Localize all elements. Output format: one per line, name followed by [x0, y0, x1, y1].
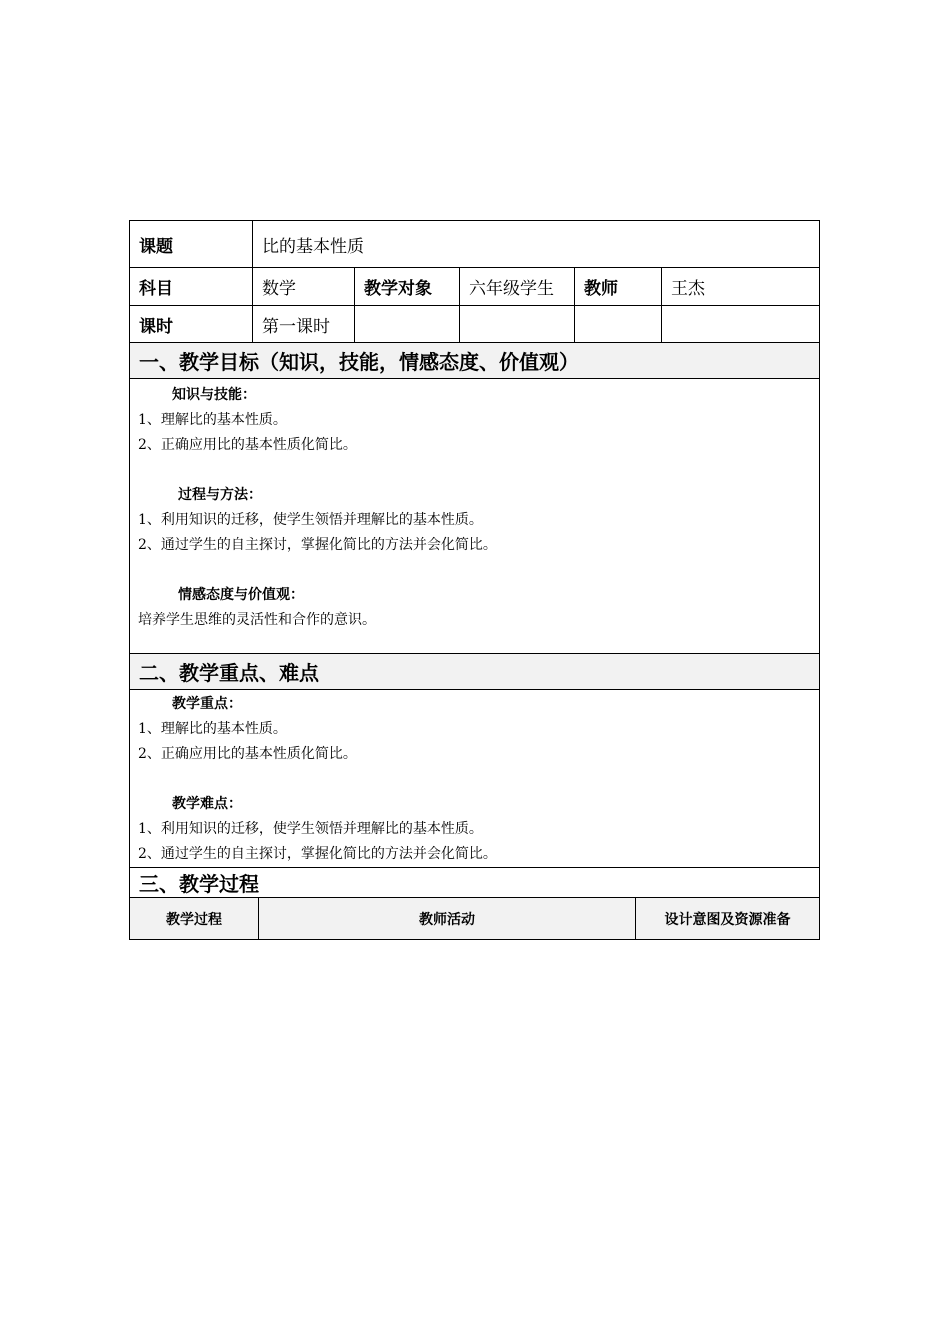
period-value: 第一课时 [253, 306, 355, 343]
empty-cell [355, 306, 460, 343]
process-item: 1、利用知识的迁移，使学生领悟并理解比的基本性质。 [138, 512, 483, 528]
difficult-point-item: 1、利用知识的迁移，使学生领悟并理解比的基本性质。 [138, 821, 483, 837]
emotion-title: 情感态度与价值观： [178, 587, 304, 603]
subject-value: 数学 [253, 268, 355, 306]
teacher-value: 王杰 [662, 268, 820, 306]
process-title: 过程与方法： [178, 487, 262, 503]
subject-row [130, 268, 820, 306]
empty-cell [575, 306, 662, 343]
lesson-plan-document [129, 220, 819, 940]
teacher-label: 教师 [575, 268, 662, 306]
section1-header-row [130, 343, 820, 379]
period-label: 课时 [130, 306, 253, 343]
process-item: 2、通过学生的自主探讨，掌握化简比的方法并会化简比。 [138, 537, 497, 553]
section3-header-row [130, 868, 820, 898]
topic-value: 比的基本性质 [253, 221, 820, 268]
section2-body [130, 690, 820, 868]
section1-body-row [130, 379, 820, 654]
difficult-point-item: 2、通过学生的自主探讨，掌握化简比的方法并会化简比。 [138, 846, 497, 862]
knowledge-item: 1、理解比的基本性质。 [138, 412, 287, 428]
section1-title: 一、教学目标（知识，技能，情感态度、价值观） [130, 343, 820, 379]
audience-value: 六年级学生 [460, 268, 575, 306]
audience-label: 教学对象 [355, 268, 460, 306]
key-points-title: 教学重点： [172, 696, 242, 712]
lesson-info-table [129, 220, 820, 898]
teacher-activity-column-header: 教师活动 [259, 898, 636, 940]
topic-row [130, 221, 820, 268]
period-row [130, 306, 820, 343]
subject-label: 科目 [130, 268, 253, 306]
empty-cell [662, 306, 820, 343]
difficult-points-title: 教学难点： [172, 796, 242, 812]
emotion-item: 培养学生思维的灵活性和合作的意识。 [138, 612, 376, 628]
empty-cell [460, 306, 575, 343]
knowledge-title: 知识与技能： [172, 387, 256, 403]
design-intent-column-header: 设计意图及资源准备 [636, 898, 820, 940]
knowledge-item: 2、正确应用比的基本性质化简比。 [138, 437, 357, 453]
section2-title: 二、教学重点、难点 [130, 654, 820, 690]
key-point-item: 2、正确应用比的基本性质化简比。 [138, 746, 357, 762]
key-point-item: 1、理解比的基本性质。 [138, 721, 287, 737]
topic-label: 课题 [130, 221, 253, 268]
process-header-row [130, 898, 820, 940]
section2-header-row [130, 654, 820, 690]
section1-body [130, 379, 820, 654]
process-column-header: 教学过程 [130, 898, 259, 940]
section2-body-row [130, 690, 820, 868]
section3-title: 三、教学过程 [130, 868, 820, 898]
process-table [129, 897, 820, 940]
